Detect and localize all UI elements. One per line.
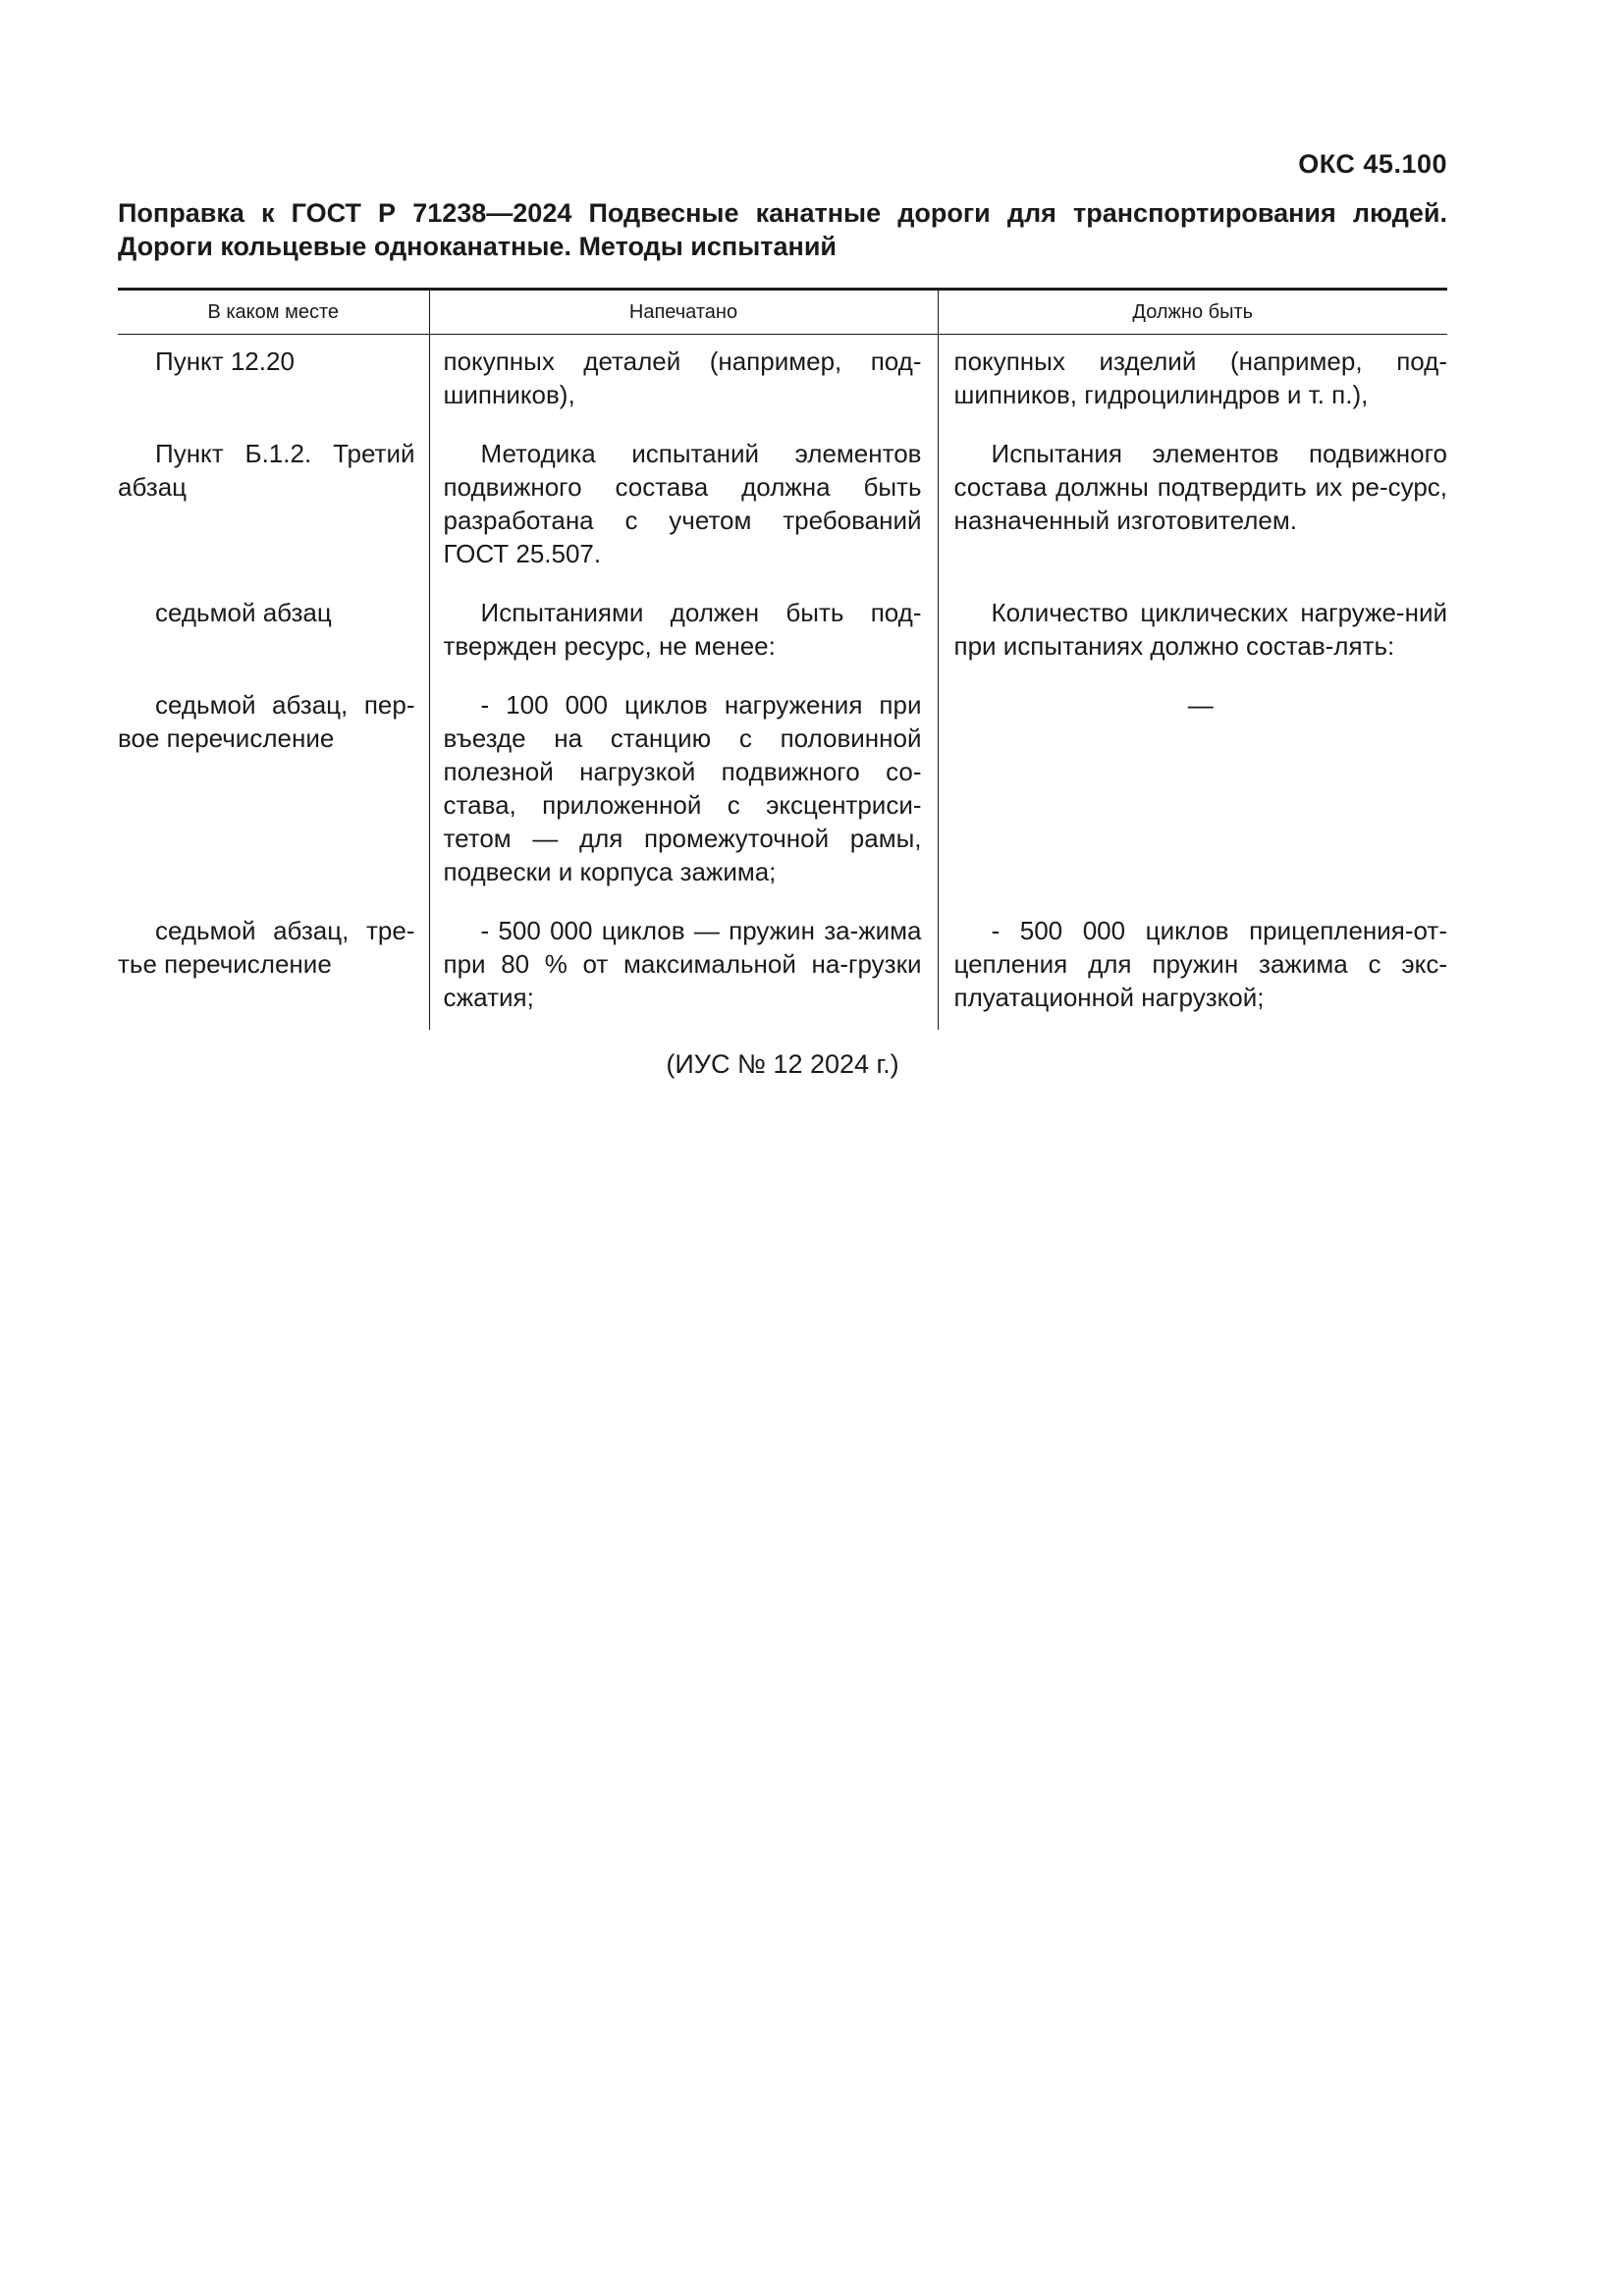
row-printed: Испытаниями должен быть под-твержден ресурс, не менее: xyxy=(443,598,922,661)
corrections-table xyxy=(118,288,1447,1030)
table-row xyxy=(118,427,1447,586)
row-should-be: Количество циклических нагруже-ний при испытаниях должно состав-лять: xyxy=(953,598,1447,661)
header-should-be: Должно быть xyxy=(938,290,1447,335)
table-row xyxy=(118,586,1447,678)
row-should-be: покупных изделий (например, под-шипников, гидроцилиндров и т. п.), xyxy=(953,347,1447,409)
row-printed: - 100 000 циклов нагружения при въезде на станцию с половинной полезной нагрузкой подвижного со-става, приложенной с эксцентриси-тетом — для промежуточной рамы, подвески и корпуса зажима; xyxy=(443,690,922,886)
row-place: седьмой абзац, пер-вое перечисление xyxy=(118,690,415,753)
row-printed: покупных деталей (например, под-шипников), xyxy=(443,347,922,409)
row-should-be: - 500 000 циклов прицепления-от-цепления для пружин зажима с экс-плуатационной нагрузкой; xyxy=(953,916,1447,1012)
header-printed: Напечатано xyxy=(429,290,938,335)
row-should-be: Испытания элементов подвижного состава должны подтвердить их ре-сурс, назначенный изготовителем. xyxy=(953,439,1447,535)
table-row xyxy=(118,335,1447,428)
title-line-1: Поправка к ГОСТ Р 71238—2024 Подвесные канатные дороги для транспортирования людей. xyxy=(118,198,1447,228)
row-place: седьмой абзац xyxy=(155,598,332,627)
title-line-2: Дороги кольцевые одноканатные. Методы испытаний xyxy=(118,232,838,261)
row-printed: - 500 000 циклов — пружин за-жима при 80 % от максимальной на-грузки сжатия; xyxy=(443,916,922,1012)
row-printed: Методика испытаний элементов подвижного состава должна быть разработана с учетом требований ГОСТ 25.507. xyxy=(443,439,922,568)
oks-code: ОКС 45.100 xyxy=(1298,149,1447,179)
table-row xyxy=(118,678,1447,904)
table-header-row xyxy=(118,290,1447,335)
row-place: Пункт Б.1.2. Третий абзац xyxy=(118,439,415,502)
row-place: Пункт 12.20 xyxy=(155,347,295,376)
row-place: седьмой абзац, тре-тье перечисление xyxy=(118,916,415,979)
ius-reference: (ИУС № 12 2024 г.) xyxy=(666,1049,899,1079)
document-title xyxy=(118,196,1447,263)
table-row xyxy=(118,904,1447,1030)
row-should-be: — xyxy=(1187,690,1214,720)
header-place: В каком месте xyxy=(118,290,429,335)
